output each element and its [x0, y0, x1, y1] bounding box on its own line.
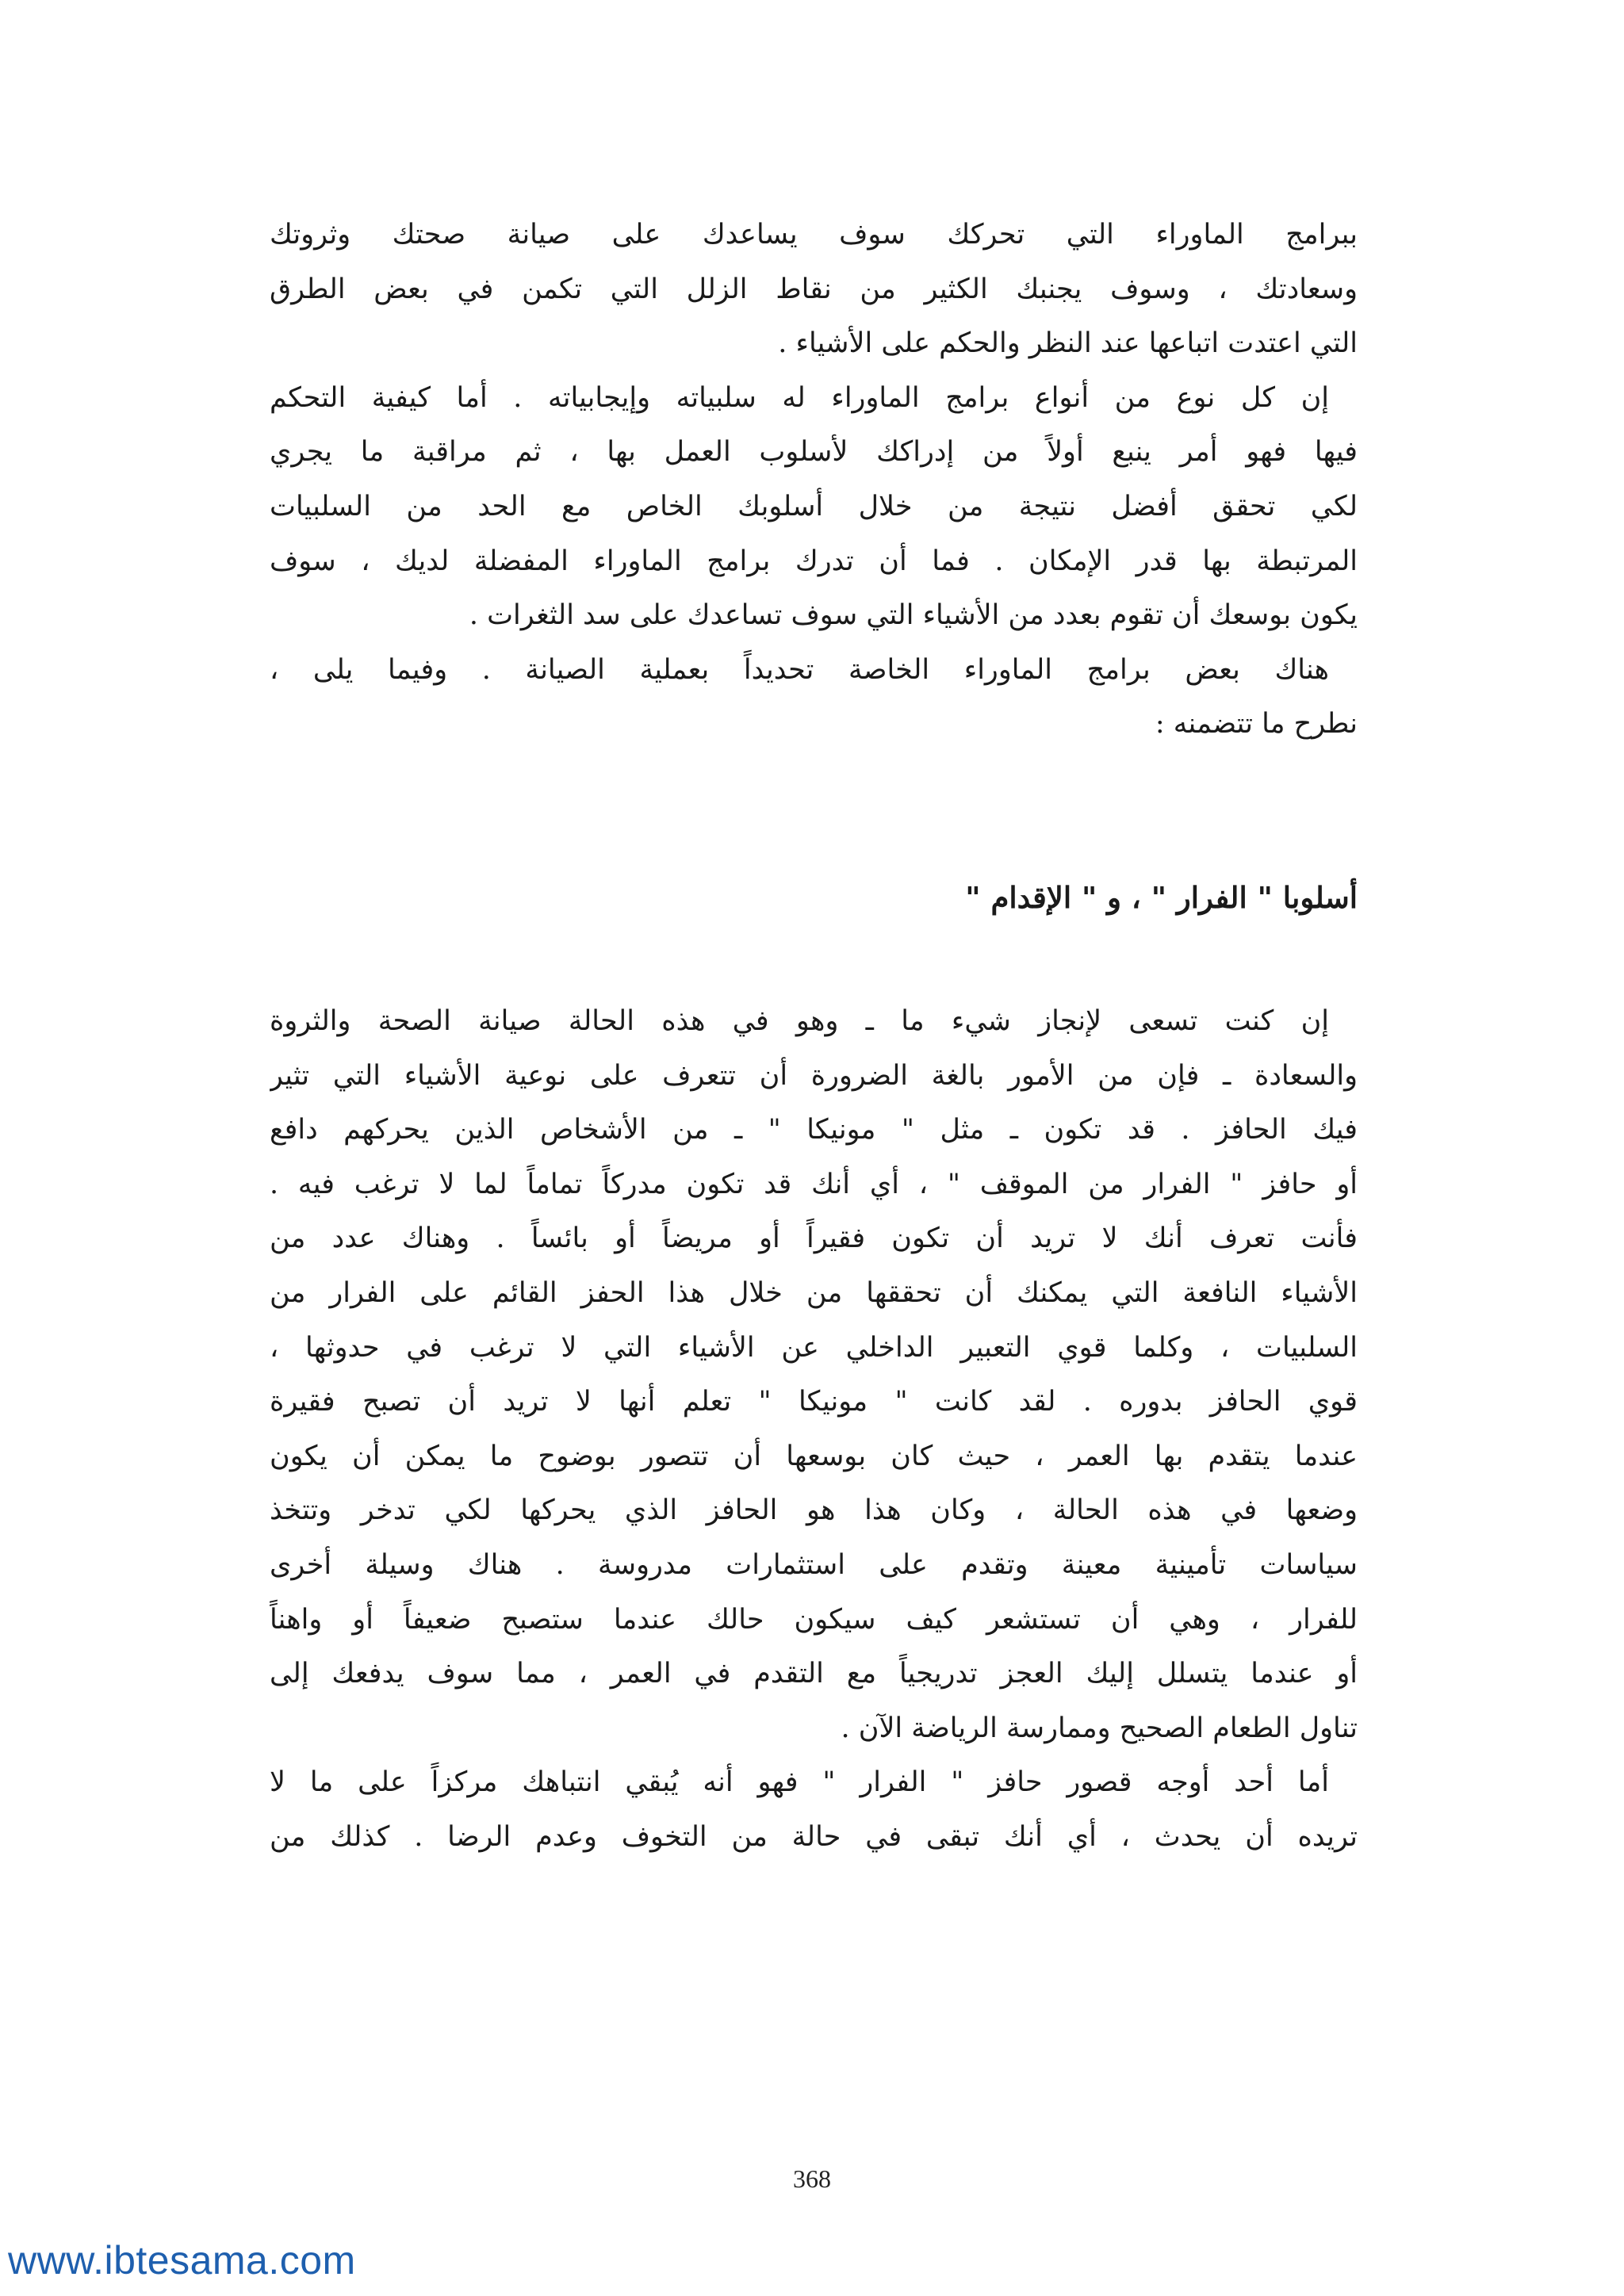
text-line: سياسات تأمينية معينة وتقدم على استثمارات مدروسة . هناك وسيلة أخرى	[270, 1548, 1358, 1581]
text-line: عندما يتقدم بها العمر ، حيث كان بوسعها أن تتصور بوضوح ما يمكن أن يكون	[270, 1440, 1358, 1472]
text-line: فيك الحافز . قد تكون ـ مثل " مونيكا " ـ من الأشخاص الذين يحركهم دافع	[270, 1114, 1358, 1146]
text-line: نطرح ما تتضمنه :	[1155, 708, 1358, 740]
page-number: 368	[793, 2164, 831, 2193]
text-line: ببرامج الماوراء التي تحركك سوف يساعدك على صيانة صحتك وثروتك	[270, 219, 1358, 251]
text-line: أو عندما يتسلل إليك العجز تدريجياً مع التقدم في العمر ، مما سوف يدفعك إلى	[270, 1658, 1358, 1690]
text-line: الأشياء النافعة التي يمكنك أن تحققها من خلال هذا الحفز القائم على الفرار من	[270, 1276, 1358, 1309]
section-heading: أسلوبا " الفرار " ، و " الإقدام "	[965, 880, 1358, 915]
text-line: تناول الطعام الصحيح وممارسة الرياضة الآن .	[841, 1712, 1358, 1744]
text-line: إن كنت تسعى لإنجاز شيء ما ـ وهو في هذه الحالة صيانة الصحة والثروة	[270, 1005, 1329, 1037]
text-line: أما أحد أوجه قصور حافز " الفرار " فهو أنه يُبقي انتباهك مركزاً على ما لا	[270, 1766, 1329, 1799]
text-line: أو حافز " الفرار من الموقف " ، أي أنك قد تكون مدركاً تماماً لما لا ترغب فيه .	[270, 1168, 1358, 1200]
text-line: فأنت تعرف أنك لا تريد أن تكون فقيراً أو مريضاً أو بائساً . وهناك عدد من	[270, 1223, 1358, 1255]
text-line: لكي تحقق أفضل نتيجة من خلال أسلوبك الخاص مع الحد من السلبيات	[270, 490, 1358, 522]
watermark-url: www.ibtesama.com	[8, 2238, 356, 2283]
text-line: فيها فهو أمر ينبع أولاً من إدراكك لأسلوب العمل بها ، ثم مراقبة ما يجري	[270, 436, 1358, 469]
text-line: السلبيات ، وكلما قوي التعبير الداخلي عن الأشياء التي لا ترغب في حدوثها ،	[270, 1331, 1358, 1364]
text-line: للفرار ، وهي أن تستشعر كيف سيكون حالك عندما ستصبح ضعيفاً أو واهناً	[270, 1603, 1358, 1636]
text-line: والسعادة ـ فإن من الأمور بالغة الضرورة أن تتعرف على نوعية الأشياء التي تثير	[270, 1059, 1358, 1092]
text-line: هناك بعض برامج الماوراء الخاصة تحديداً بعملية الصيانة . وفيما يلى ،	[270, 653, 1329, 686]
paragraph-block-intro	[270, 208, 1358, 752]
paragraph-block-section	[270, 994, 1358, 1865]
text-line: التي اعتدت اتباعها عند النظر والحكم على الأشياء .	[778, 327, 1358, 360]
text-line: وضعها في هذه الحالة ، وكان هذا هو الحافز الذي يحركها لكي تدخر وتتخذ	[270, 1494, 1358, 1527]
text-line: المرتبطة بها قدر الإمكان . فما أن تدرك برامج الماوراء المفضلة لديك ، سوف	[270, 545, 1358, 577]
text-line: تريده أن يحدث ، أي أنك تبقى في حالة من التخوف وعدم الرضا . كذلك من	[270, 1820, 1358, 1853]
text-line: وسعادتك ، وسوف يجنبك الكثير من نقاط الزلل التي تكمن في بعض الطرق	[270, 273, 1358, 305]
text-line: إن كل نوع من أنواع برامج الماوراء له سلبياته وإيجابياته . أما كيفية التحكم	[270, 381, 1329, 414]
text-line: يكون بوسعك أن تقوم بعدد من الأشياء التي سوف تساعدك على سد الثغرات .	[469, 599, 1358, 632]
text-line: قوي الحافز بدوره . لقد كانت " مونيكا " تعلم أنها لا تريد أن تصبح فقيرة	[270, 1386, 1358, 1418]
